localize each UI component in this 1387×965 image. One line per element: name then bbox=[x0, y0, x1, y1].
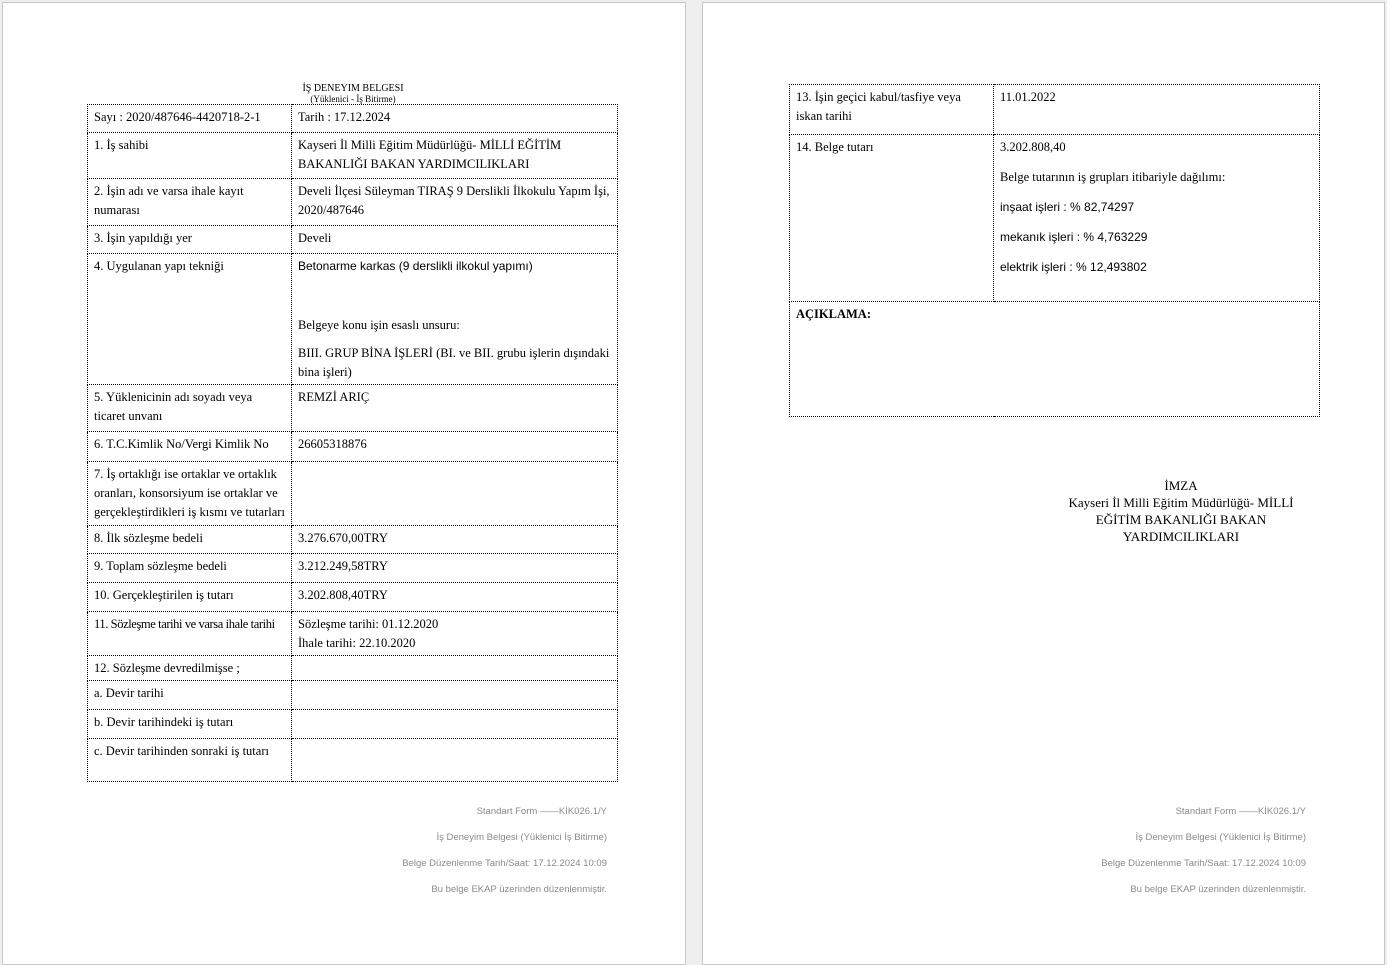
field-sayi: Sayı : 2020/487646-4420718-2-1 bbox=[88, 105, 292, 133]
field-value-group: BIII. GRUP BİNA İŞLERİ (BI. ve BII. grubu işlerin dışındaki bina işleri) bbox=[298, 346, 610, 379]
field-value bbox=[994, 135, 1320, 302]
field-value: 3.276.670,00TRY bbox=[292, 526, 618, 554]
signature-line: EĞİTİM BAKANLIĞI BAKAN bbox=[1095, 512, 1267, 527]
footer-ekap-note: Bu belge EKAP üzerinden düzenlenmiştir. bbox=[431, 884, 607, 895]
table-row-meta bbox=[88, 105, 618, 133]
table-row bbox=[790, 135, 1320, 302]
table-row bbox=[88, 254, 618, 385]
field-label: 9. Toplam sözleşme bedeli bbox=[88, 554, 292, 583]
field-value: 3.202.808,40TRY bbox=[292, 583, 618, 612]
page-footer bbox=[886, 799, 1306, 903]
field-value-line: Betonarme karkas (9 derslikli ilkokul yapımı) bbox=[298, 259, 533, 273]
document-title: İŞ DENEYIM BELGESI bbox=[302, 83, 404, 94]
field-value-note: Belgeye konu işin esaslı unsuru: bbox=[298, 318, 460, 332]
table-row bbox=[88, 385, 618, 432]
table-row bbox=[88, 612, 618, 656]
field-label: 5. Yüklenicinin adı soyadı veya ticaret unvanı bbox=[88, 385, 292, 432]
footer-ekap-note: Bu belge EKAP üzerinden düzenlenmiştir. bbox=[1130, 884, 1306, 895]
field-value: REMZİ ARIÇ bbox=[292, 385, 618, 432]
field-value bbox=[292, 656, 618, 681]
field-label: 4. Uygulanan yapı tekniği bbox=[88, 254, 292, 385]
field-value-line: Sözleşme tarihi: 01.12.2020 bbox=[298, 617, 439, 631]
field-value bbox=[292, 681, 618, 710]
document-header bbox=[87, 83, 619, 104]
footer-doc-name: İş Deneyim Belgesi (Yüklenici İş Bitirme) bbox=[1135, 832, 1306, 843]
footer-standard-form: Standart Form ——KİK026.1/Y bbox=[476, 806, 607, 817]
field-label: 6. T.C.Kimlik No/Vergi Kimlik No bbox=[88, 432, 292, 462]
field-label: 14. Belge tutarı bbox=[790, 135, 994, 302]
field-value: Develi İlçesi Süleyman TIRAŞ 9 Derslikli İlkokulu Yapım İşi, 2020/487646 bbox=[292, 179, 618, 226]
footer-standard-form: Standart Form ——KİK026.1/Y bbox=[1175, 806, 1306, 817]
field-label: 2. İşin adı ve varsa ihale kayıt numarası bbox=[88, 179, 292, 226]
field-label: 13. İşin geçici kabul/tasfiye veya iskan tarihi bbox=[790, 85, 994, 135]
field-label: 8. İlk sözleşme bedeli bbox=[88, 526, 292, 554]
table-row bbox=[88, 681, 618, 710]
signature-line: YARDIMCILIKLARI bbox=[1122, 529, 1240, 544]
belge-tutari-amount: 3.202.808,40 bbox=[1000, 140, 1066, 154]
footer-doc-name: İş Deneyim Belgesi (Yüklenici İş Bitirme) bbox=[436, 832, 607, 843]
signature-line: Kayseri İl Milli Eğitim Müdürlüğü- MİLLİ bbox=[1068, 495, 1294, 510]
table-row bbox=[88, 526, 618, 554]
footer-issue-datetime: Belge Düzenlenme Tarih/Saat: 17.12.2024 10:09 bbox=[1101, 858, 1306, 869]
document-page-2 bbox=[702, 2, 1385, 965]
aciklama-label: AÇIKLAMA: bbox=[796, 307, 871, 321]
table-row-aciklama bbox=[790, 302, 1320, 417]
field-value: Kayseri İl Milli Eğitim Müdürlüğü- MİLLİ EĞİTİM BAKANLIĞI BAKAN YARDIMCILIKLARI bbox=[292, 133, 618, 179]
field-label: b. Devir tarihindeki iş tutarı bbox=[88, 710, 292, 739]
document-subtitle: (Yüklenici - İş Bitirme) bbox=[310, 94, 396, 104]
field-value bbox=[292, 462, 618, 526]
field-label: 7. İş ortaklığı ise ortaklar ve ortaklık oranları, konsorsiyum ise ortaklar ve gerçekleştirdikleri iş kısmı ve tutarları bbox=[88, 462, 292, 526]
certificate-table-continued bbox=[789, 84, 1320, 417]
table-row bbox=[88, 583, 618, 612]
field-label: 3. İşin yapıldığı yer bbox=[88, 226, 292, 254]
field-label: a. Devir tarihi bbox=[88, 681, 292, 710]
field-value bbox=[292, 254, 618, 385]
signature-title: İMZA bbox=[1164, 478, 1198, 493]
document-page-1 bbox=[2, 2, 686, 965]
table-row bbox=[88, 462, 618, 526]
field-label: 1. İş sahibi bbox=[88, 133, 292, 179]
field-value: Develi bbox=[292, 226, 618, 254]
field-value: 11.01.2022 bbox=[994, 85, 1320, 135]
field-value-line: İhale tarihi: 22.10.2020 bbox=[298, 636, 416, 650]
table-row bbox=[88, 739, 618, 782]
page-footer bbox=[187, 799, 607, 903]
table-row bbox=[88, 656, 618, 681]
belge-tutari-item: inşaat işleri : % 82,74297 bbox=[1000, 200, 1135, 214]
field-value bbox=[292, 612, 618, 656]
table-row bbox=[88, 554, 618, 583]
table-row bbox=[88, 179, 618, 226]
field-value: 26605318876 bbox=[292, 432, 618, 462]
table-row bbox=[88, 133, 618, 179]
table-row bbox=[88, 710, 618, 739]
field-label: c. Devir tarihinden sonraki iş tutarı bbox=[88, 739, 292, 782]
footer-issue-datetime: Belge Düzenlenme Tarih/Saat: 17.12.2024 10:09 bbox=[402, 858, 607, 869]
field-value bbox=[292, 739, 618, 782]
field-value: 3.212.249,58TRY bbox=[292, 554, 618, 583]
certificate-table bbox=[87, 104, 618, 782]
table-row bbox=[88, 226, 618, 254]
table-row bbox=[790, 85, 1320, 135]
belge-tutari-dist-title: Belge tutarının iş grupları itibariyle dağılımı: bbox=[1000, 170, 1226, 184]
field-label: 11. Sözleşme tarihi ve varsa ihale tarihi bbox=[88, 612, 292, 656]
aciklama-cell bbox=[790, 302, 1320, 417]
table-row bbox=[88, 432, 618, 462]
field-tarih: Tarih : 17.12.2024 bbox=[292, 105, 618, 133]
belge-tutari-item: mekanık işleri : % 4,763229 bbox=[1000, 230, 1148, 244]
signature-block bbox=[1031, 477, 1331, 545]
belge-tutari-item: elektrik işleri : % 12,493802 bbox=[1000, 260, 1147, 274]
field-label: 12. Sözleşme devredilmişse ; bbox=[88, 656, 292, 681]
field-value bbox=[292, 710, 618, 739]
field-label: 10. Gerçekleştirilen iş tutarı bbox=[88, 583, 292, 612]
